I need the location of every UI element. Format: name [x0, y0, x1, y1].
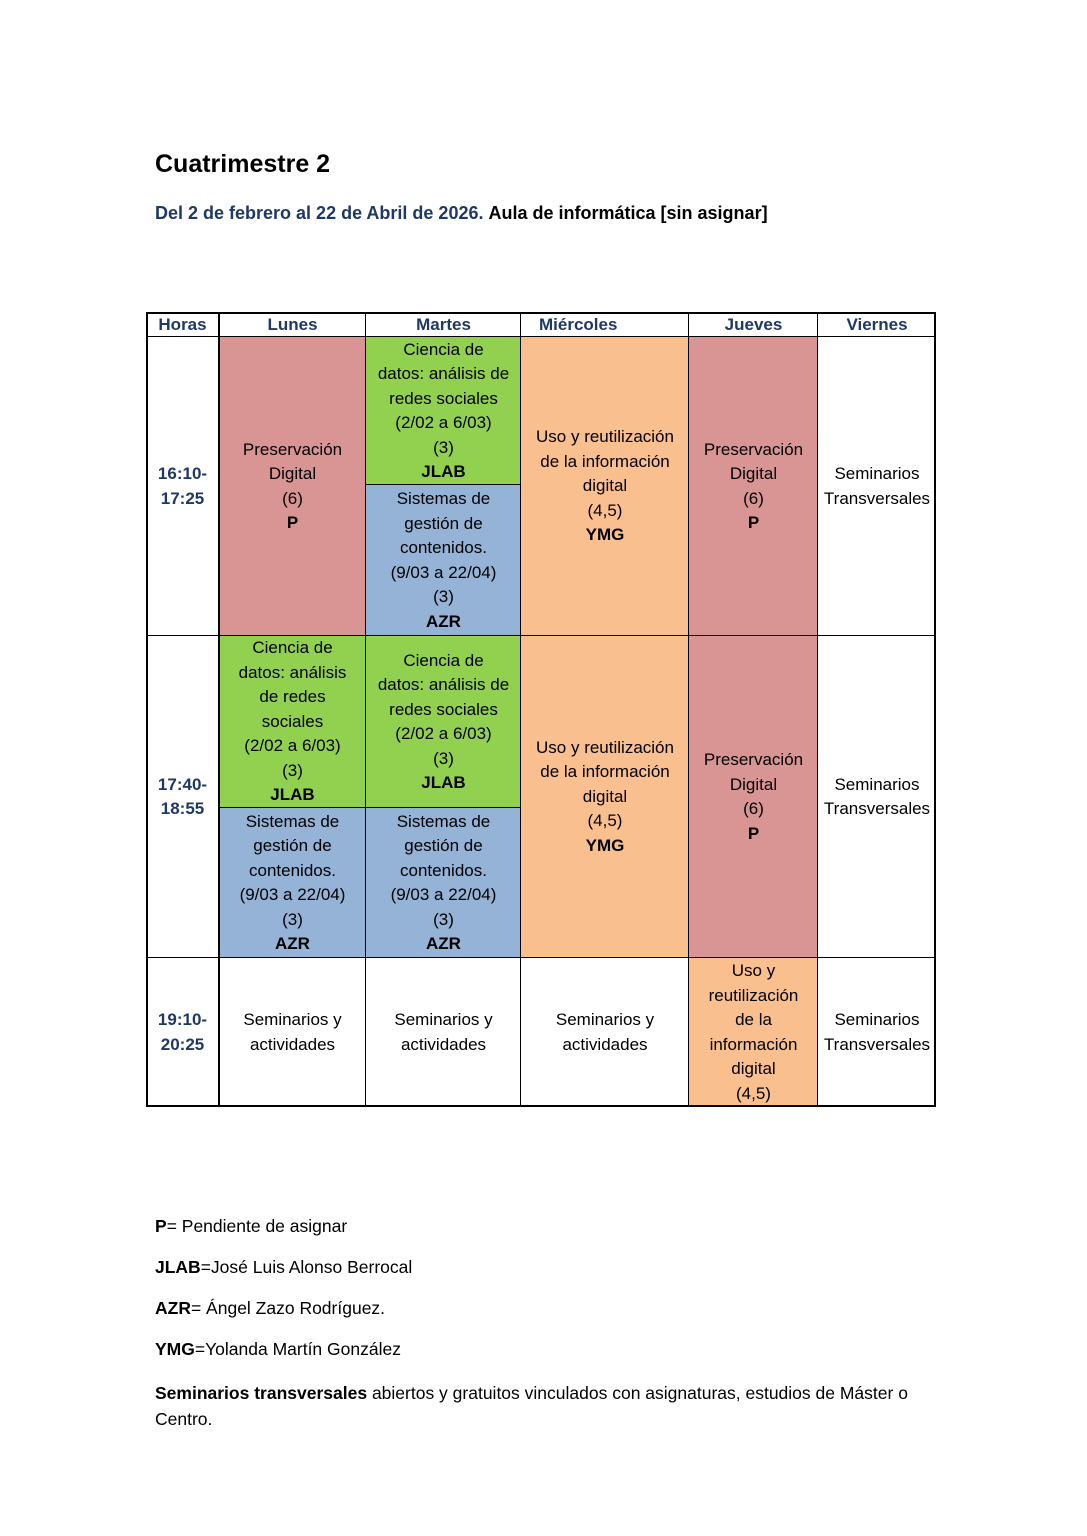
- legend-abbr: YMG: [155, 1339, 195, 1359]
- legend-abbr: AZR: [155, 1298, 191, 1318]
- header-horas: Horas: [158, 314, 207, 334]
- course-line: digital: [582, 786, 628, 806]
- course-line: gestión de: [404, 836, 483, 855]
- course-preservacion-lunes: [219, 337, 366, 636]
- course-line: de la información: [540, 762, 670, 782]
- course-credits: (4,5): [587, 500, 623, 520]
- course-line: gestión de: [404, 513, 483, 533]
- seminarios-actividades-lunes: [219, 958, 366, 1107]
- hour-slot-3: [146, 958, 219, 1107]
- seminarios-actividades-martes: [366, 958, 521, 1107]
- course-line: Seminarios: [834, 464, 920, 483]
- course-line: Ciencia de: [403, 650, 484, 670]
- course-line: de la información: [540, 451, 670, 471]
- seminarios-actividades-miercoles: [521, 958, 689, 1107]
- course-seminarios-viernes-1: [818, 337, 936, 636]
- course-credits: (6): [282, 488, 303, 508]
- course-line: Sistemas de: [396, 489, 491, 508]
- hour-end: 18:55: [160, 799, 205, 818]
- course-credits: (3): [433, 437, 454, 457]
- course-teacher: YMG: [585, 835, 625, 855]
- hour-slot-1: [146, 337, 219, 636]
- course-credits: (4,5): [736, 1083, 771, 1103]
- course-dates: (9/03 a 22/04): [239, 885, 346, 904]
- course-line: Digital: [268, 464, 317, 483]
- page-title: Cuatrimestre 2: [155, 150, 331, 178]
- col-divider-4: [688, 312, 689, 1107]
- course-line: Uso y reutilización: [536, 737, 674, 757]
- course-line: Seminarios y: [394, 1010, 493, 1029]
- legend-abbr: JLAB: [155, 1257, 201, 1277]
- course-dates: (2/02 a 6/03): [244, 736, 341, 756]
- course-dates: (9/03 a 22/04): [390, 885, 497, 904]
- sub-divider-row-2: [219, 807, 521, 808]
- course-ciencia-martes-2: [366, 636, 521, 808]
- course-line: Digital: [729, 464, 778, 483]
- course-credits: (6): [743, 799, 764, 818]
- hour-slot-2: [146, 636, 219, 958]
- course-line: redes sociales: [389, 699, 498, 719]
- header-jueves: Jueves: [724, 314, 783, 334]
- course-sistemas-martes-1: [366, 485, 521, 636]
- course-seminarios-viernes-2: [818, 636, 936, 958]
- course-ciencia-lunes: [219, 636, 366, 808]
- course-line: información: [709, 1034, 798, 1054]
- hour-end: 17:25: [160, 488, 205, 508]
- course-line: actividades: [562, 1034, 648, 1054]
- date-range: Del 2 de febrero al 22 de Abril de 2026.: [155, 203, 484, 223]
- course-line: datos: análisis de: [377, 675, 510, 694]
- course-dates: (2/02 a 6/03): [395, 413, 492, 432]
- course-teacher: JLAB: [421, 773, 466, 792]
- course-line: Preservación: [703, 439, 804, 459]
- course-teacher: AZR: [426, 611, 461, 631]
- course-teacher: P: [747, 823, 760, 843]
- course-line: redes sociales: [389, 388, 498, 408]
- course-credits: (6): [743, 488, 764, 508]
- course-sistemas-martes-2: [366, 808, 521, 958]
- course-line: Preservación: [242, 439, 343, 459]
- footnote-text-2: Centro.: [155, 1409, 213, 1429]
- col-divider-2: [365, 312, 366, 1107]
- legend-text: =Yolanda Martín González: [194, 1339, 401, 1359]
- course-teacher: P: [747, 513, 760, 532]
- course-line: digital: [582, 476, 628, 496]
- legend-text: =José Luis Alonso Berrocal: [200, 1257, 413, 1277]
- course-line: actividades: [400, 1034, 487, 1054]
- course-line: gestión de: [253, 836, 332, 855]
- room-info: Aula de informática [sin asignar]: [488, 203, 768, 223]
- course-line: de la: [735, 1010, 772, 1029]
- header-viernes: Viernes: [846, 314, 908, 334]
- course-uso-miercoles-2: [521, 636, 689, 958]
- legend-abbr: P: [155, 1216, 167, 1236]
- course-line: Seminarios: [834, 1010, 920, 1029]
- course-line: Ciencia de: [403, 339, 484, 359]
- course-teacher: AZR: [426, 934, 461, 953]
- course-credits: (3): [282, 909, 303, 929]
- legend-item-azr: [155, 1298, 385, 1319]
- hour-start: 17:40-: [157, 774, 208, 794]
- legend-text: = Ángel Zazo Rodríguez.: [190, 1298, 386, 1318]
- footnote: [155, 1380, 908, 1432]
- course-teacher: JLAB: [270, 785, 315, 805]
- course-line: reutilización: [708, 985, 799, 1005]
- footnote-bold: Seminarios transversales: [155, 1383, 368, 1403]
- course-teacher: P: [286, 513, 299, 532]
- legend-item-jlab: [155, 1257, 412, 1278]
- course-line: digital: [731, 1059, 776, 1078]
- legend-item-ymg: [155, 1339, 401, 1360]
- course-teacher: YMG: [585, 525, 625, 545]
- hour-end: 20:25: [160, 1034, 205, 1054]
- course-line: Preservación: [703, 750, 804, 769]
- course-line: Transversales: [823, 799, 931, 818]
- hour-start: 19:10-: [157, 1010, 208, 1029]
- course-credits: (3): [433, 909, 454, 929]
- col-divider-3: [520, 312, 521, 1107]
- course-line: datos: análisis de: [377, 364, 510, 383]
- table-border-right: [934, 312, 936, 1107]
- course-teacher: AZR: [275, 934, 310, 953]
- course-line: datos: análisis: [238, 662, 347, 682]
- course-credits: (3): [433, 587, 454, 606]
- course-line: contenidos.: [400, 860, 487, 880]
- sub-divider-martes-1: [366, 484, 521, 485]
- course-ciencia-martes-1: [366, 337, 521, 485]
- course-sistemas-lunes: [219, 808, 366, 958]
- course-line: Transversales: [823, 488, 931, 508]
- course-line: de redes: [259, 687, 326, 707]
- course-teacher: JLAB: [421, 462, 466, 481]
- col-divider-5: [817, 312, 818, 1107]
- course-line: Uso y: [731, 961, 776, 980]
- legend-item-p: [155, 1216, 347, 1237]
- course-dates: (9/03 a 22/04): [390, 562, 497, 582]
- course-preservacion-jueves-2: [689, 636, 818, 958]
- course-seminarios-viernes-3: [818, 958, 936, 1107]
- col-divider-1: [218, 312, 220, 1107]
- course-preservacion-jueves-1: [689, 337, 818, 636]
- course-uso-miercoles-1: [521, 337, 689, 636]
- header-martes: Martes: [416, 314, 471, 334]
- course-line: Transversales: [823, 1034, 931, 1054]
- course-credits: (3): [433, 748, 454, 768]
- page-subtitle: [155, 203, 768, 224]
- course-line: actividades: [249, 1034, 336, 1054]
- course-dates: (2/02 a 6/03): [395, 724, 492, 743]
- course-line: Digital: [729, 774, 778, 794]
- course-line: sociales: [261, 711, 324, 731]
- header-miercoles: Miércoles: [539, 314, 618, 334]
- course-line: Sistemas de: [245, 811, 340, 831]
- course-uso-jueves-3: [689, 958, 818, 1107]
- course-line: Uso y reutilización: [536, 427, 674, 447]
- course-line: Seminarios: [834, 774, 920, 794]
- header-lunes: Lunes: [267, 314, 318, 334]
- course-credits: (4,5): [587, 811, 623, 831]
- legend-text: = Pendiente de asignar: [166, 1216, 348, 1236]
- footnote-text: abiertos y gratuitos vinculados con asignaturas, estudios de Máster o: [367, 1383, 908, 1403]
- course-credits: (3): [282, 760, 303, 780]
- course-line: Seminarios y: [243, 1010, 342, 1029]
- table-border-left: [146, 312, 148, 1107]
- hour-start: 16:10-: [157, 464, 208, 483]
- course-line: Sistemas de: [396, 811, 491, 831]
- course-line: Seminarios y: [555, 1010, 655, 1029]
- course-line: contenidos.: [400, 538, 487, 557]
- course-line: Ciencia de: [252, 638, 333, 658]
- course-line: contenidos.: [249, 860, 336, 880]
- schedule-table: [146, 312, 936, 1107]
